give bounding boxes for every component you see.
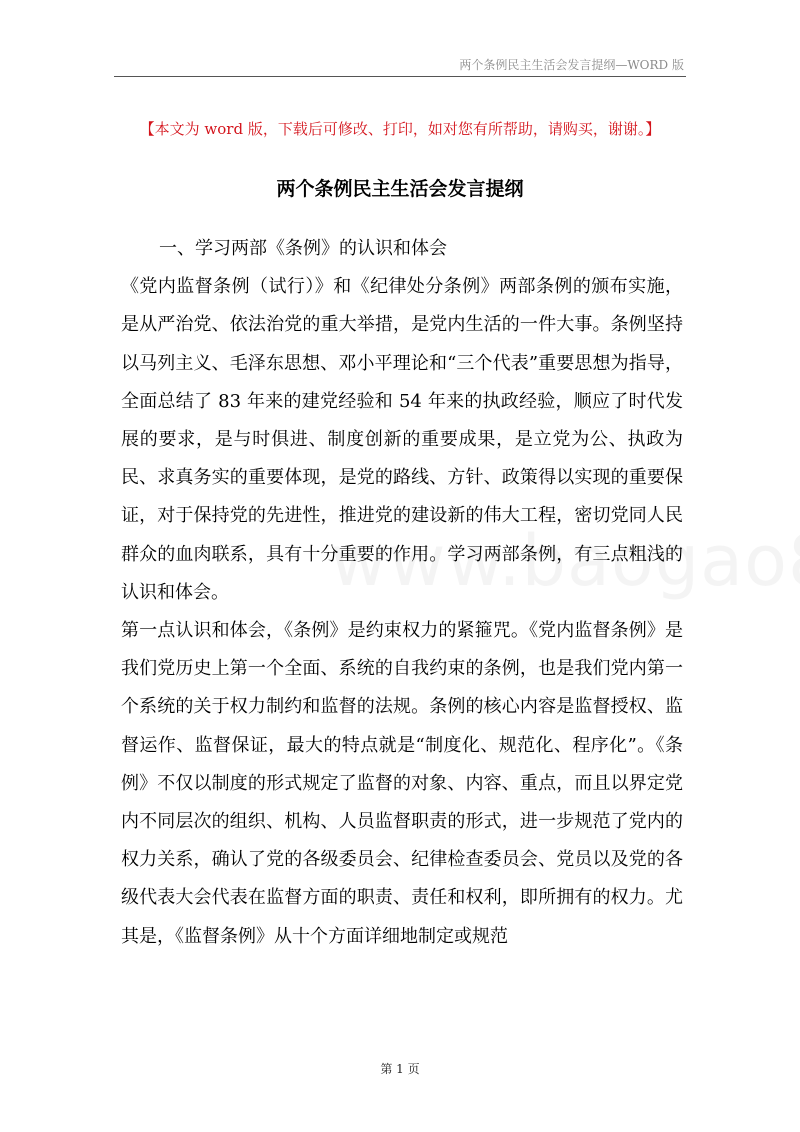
- page-number: 第 1 页: [380, 1062, 420, 1076]
- document-title: 两个条例民主生活会发言提纲: [276, 178, 524, 200]
- purchase-notice: 【本文为 word 版，下载后可修改、打印，如对您有所帮助，请购买，谢谢。】: [139, 120, 661, 138]
- section-heading: 一、学习两部《条例》的认识和体会: [159, 238, 447, 259]
- document-body: [121, 230, 683, 956]
- body-paragraph-2: 第一点认识和体会，《条例》是约束权力的紧箍咒。《党内监督条例》是我们党历史上第一个全面、系统的自我约束的条例，也是我们党内第一个系统的关于权力制约和监督的法规。条例的核心内容是监督授权、监督运作、监督保证，最大的特点就是“制度化、规范化、程序化”。《条例》不仅以制度的形式规定了监督的对象、内容、重点，而且以界定党内不同层次的组织、机构、人员监督职责的形式，进一步规范了党内的权力关系，确认了党的各级委员会、纪律检查委员会、党员以及党的各级代表大会代表在监督方面的职责、责任和权利，即所拥有的权力。尤其是，《监督条例》从十个方面详细地制定或规范: [121, 620, 683, 947]
- header-divider: [114, 76, 686, 77]
- body-paragraph-1: 《党内监督条例（试行）》和《纪律处分条例》两部条例的颁布实施，是从严治党、依法治党的重大举措，是党内生活的一件大事。条例坚持以马列主义、毛泽东思想、邓小平理论和“三个代表”重要思想为指导，全面总结了 83 年来的建党经验和 54 年来的执政经验，顺应了时代发展的要求，是与时俱进、制度创新的重要成果，是立党为公、执政为民、求真务实的重要体现，是党的路线、方针、政策得以实现的重要保证，对于保持党的先进性，推进党的建设新的伟大工程，密切党同人民群众的血肉联系，具有十分重要的作用。学习两部条例，有三点粗浅的认识和体会。: [121, 276, 683, 603]
- running-header: 两个条例民主生活会发言提纲—WORD 版: [459, 58, 684, 72]
